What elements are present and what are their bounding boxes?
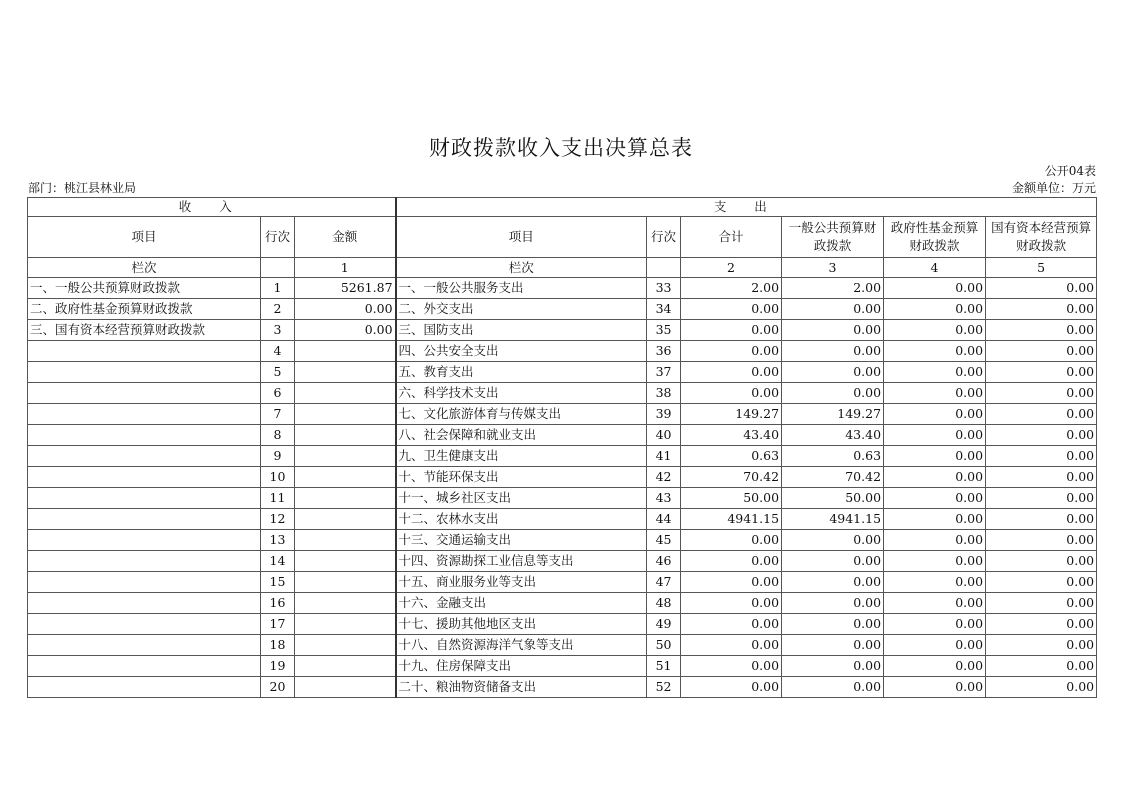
income-amount-cell	[295, 509, 396, 530]
table-row	[28, 572, 1097, 593]
income-amount-cell	[295, 572, 396, 593]
general-budget-cell: 70.42	[782, 467, 884, 488]
state-capital-cell: 0.00	[986, 551, 1097, 572]
expense-item-cell: 十三、交通运输支出	[396, 530, 647, 551]
total-cell: 70.42	[681, 467, 782, 488]
state-capital-cell: 0.00	[986, 614, 1097, 635]
total-cell: 4941.15	[681, 509, 782, 530]
income-amount-cell	[295, 551, 396, 572]
expense-col-num-2: 2	[681, 258, 782, 278]
expense-row-no-cell: 50	[647, 635, 681, 656]
expense-row-no-cell: 51	[647, 656, 681, 677]
expense-row-no-cell: 43	[647, 488, 681, 509]
expense-item-cell: 四、公共安全支出	[396, 341, 647, 362]
table-row	[28, 299, 1097, 320]
income-row-no-cell: 14	[261, 551, 295, 572]
gov-fund-cell: 0.00	[884, 446, 986, 467]
total-header: 合计	[681, 217, 782, 258]
income-row-no-cell: 7	[261, 404, 295, 425]
state-capital-cell: 0.00	[986, 488, 1097, 509]
gov-fund-cell: 0.00	[884, 404, 986, 425]
header-column-row	[28, 217, 1097, 258]
income-item-cell	[28, 425, 261, 446]
expense-item-cell: 十七、援助其他地区支出	[396, 614, 647, 635]
table-row	[28, 404, 1097, 425]
income-row-no-cell: 18	[261, 635, 295, 656]
amount-unit-label: 金额单位：万元	[1011, 181, 1096, 195]
table-row	[28, 446, 1097, 467]
general-budget-cell: 0.00	[782, 362, 884, 383]
expense-item-cell: 三、国防支出	[396, 320, 647, 341]
general-budget-cell: 0.00	[782, 635, 884, 656]
expense-col-num-3: 3	[782, 258, 884, 278]
total-cell: 0.00	[681, 551, 782, 572]
header-group-row	[28, 198, 1097, 217]
income-item-cell	[28, 656, 261, 677]
expense-row-no-cell: 40	[647, 425, 681, 446]
table-row	[28, 425, 1097, 446]
general-budget-cell: 0.00	[782, 299, 884, 320]
table-row	[28, 530, 1097, 551]
column-index-row	[28, 258, 1097, 278]
income-row-no-cell: 5	[261, 362, 295, 383]
total-cell: 0.00	[681, 299, 782, 320]
income-item-cell	[28, 572, 261, 593]
gov-fund-cell: 0.00	[884, 593, 986, 614]
general-budget-cell: 0.00	[782, 551, 884, 572]
expense-row-no-cell: 45	[647, 530, 681, 551]
expense-row-no-cell: 36	[647, 341, 681, 362]
expense-row-no-cell: 38	[647, 383, 681, 404]
income-amount-cell	[295, 635, 396, 656]
general-budget-cell: 4941.15	[782, 509, 884, 530]
income-amount-cell	[295, 614, 396, 635]
general-budget-cell: 0.00	[782, 572, 884, 593]
general-budget-cell: 0.00	[782, 614, 884, 635]
expense-item-cell: 十一、城乡社区支出	[396, 488, 647, 509]
general-budget-header: 一般公共预算财政拨款	[782, 217, 884, 258]
gov-fund-cell: 0.00	[884, 677, 986, 698]
expense-row-no-cell: 37	[647, 362, 681, 383]
general-budget-cell: 0.63	[782, 446, 884, 467]
expense-item-cell: 十八、自然资源海洋气象等支出	[396, 635, 647, 656]
income-item-cell	[28, 530, 261, 551]
income-amount-cell	[295, 488, 396, 509]
gov-fund-cell: 0.00	[884, 341, 986, 362]
gov-fund-cell: 0.00	[884, 488, 986, 509]
expense-row-no-header: 行次	[647, 217, 681, 258]
income-row-no-cell: 10	[261, 467, 295, 488]
total-cell: 0.63	[681, 446, 782, 467]
expense-col-label: 栏次	[396, 258, 647, 278]
expense-col-num-5: 5	[986, 258, 1097, 278]
income-item-cell	[28, 551, 261, 572]
state-capital-cell: 0.00	[986, 635, 1097, 656]
income-row-no-cell: 11	[261, 488, 295, 509]
gov-fund-header: 政府性基金预算财政拨款	[884, 217, 986, 258]
total-cell: 2.00	[681, 278, 782, 299]
expense-row-no-cell: 46	[647, 551, 681, 572]
expense-row-no-cell: 41	[647, 446, 681, 467]
income-amount-cell: 0.00	[295, 299, 396, 320]
state-capital-cell: 0.00	[986, 320, 1097, 341]
table-row	[28, 614, 1097, 635]
income-item-cell: 一、一般公共预算财政拨款	[28, 278, 261, 299]
general-budget-cell: 0.00	[782, 341, 884, 362]
income-col-label: 栏次	[28, 258, 261, 278]
expense-item-cell: 十四、资源勘探工业信息等支出	[396, 551, 647, 572]
income-group-header: 收 入	[28, 198, 396, 217]
state-capital-cell: 0.00	[986, 530, 1097, 551]
income-row-no-cell: 4	[261, 341, 295, 362]
expense-row-no-cell: 49	[647, 614, 681, 635]
income-item-cell	[28, 509, 261, 530]
gov-fund-cell: 0.00	[884, 383, 986, 404]
income-row-no-cell: 6	[261, 383, 295, 404]
total-cell: 149.27	[681, 404, 782, 425]
income-amount-cell	[295, 593, 396, 614]
table-row	[28, 362, 1097, 383]
table-row	[28, 593, 1097, 614]
table-row	[28, 656, 1097, 677]
income-item-cell	[28, 383, 261, 404]
expense-item-cell: 二、外交支出	[396, 299, 647, 320]
income-amount-header: 金额	[295, 217, 396, 258]
gov-fund-cell: 0.00	[884, 362, 986, 383]
state-capital-cell: 0.00	[986, 341, 1097, 362]
income-item-header: 项目	[28, 217, 261, 258]
income-amount-cell	[295, 677, 396, 698]
income-item-cell	[28, 341, 261, 362]
state-capital-cell: 0.00	[986, 425, 1097, 446]
general-budget-cell: 50.00	[782, 488, 884, 509]
income-row-no-cell: 12	[261, 509, 295, 530]
expense-item-cell: 二十、粮油物资储备支出	[396, 677, 647, 698]
state-capital-cell: 0.00	[986, 467, 1097, 488]
state-capital-cell: 0.00	[986, 299, 1097, 320]
total-cell: 0.00	[681, 530, 782, 551]
state-capital-cell: 0.00	[986, 362, 1097, 383]
expense-item-cell: 七、文化旅游体育与传媒支出	[396, 404, 647, 425]
gov-fund-cell: 0.00	[884, 572, 986, 593]
table-row	[28, 635, 1097, 656]
income-item-cell	[28, 488, 261, 509]
general-budget-cell: 0.00	[782, 677, 884, 698]
gov-fund-cell: 0.00	[884, 551, 986, 572]
table-row	[28, 677, 1097, 698]
income-row-no-cell: 8	[261, 425, 295, 446]
expense-col-num-4: 4	[884, 258, 986, 278]
general-budget-cell: 0.00	[782, 593, 884, 614]
general-budget-cell: 0.00	[782, 320, 884, 341]
expense-item-cell: 十二、农林水支出	[396, 509, 647, 530]
general-budget-cell: 0.00	[782, 383, 884, 404]
state-capital-cell: 0.00	[986, 509, 1097, 530]
income-item-cell	[28, 446, 261, 467]
table-row	[28, 509, 1097, 530]
expense-row-no-cell: 42	[647, 467, 681, 488]
income-item-cell: 三、国有资本经营预算财政拨款	[28, 320, 261, 341]
income-amount-cell	[295, 446, 396, 467]
income-amount-cell	[295, 362, 396, 383]
gov-fund-cell: 0.00	[884, 299, 986, 320]
gov-fund-cell: 0.00	[884, 509, 986, 530]
expense-row-no-cell: 48	[647, 593, 681, 614]
total-cell: 0.00	[681, 572, 782, 593]
expense-row-no-cell: 39	[647, 404, 681, 425]
total-cell: 0.00	[681, 593, 782, 614]
department-label: 部门：桃江县林业局	[28, 181, 137, 195]
state-capital-header: 国有资本经营预算财政拨款	[986, 217, 1097, 258]
state-capital-cell: 0.00	[986, 593, 1097, 614]
expense-row-no-cell: 44	[647, 509, 681, 530]
gov-fund-cell: 0.00	[884, 656, 986, 677]
expense-item-cell: 五、教育支出	[396, 362, 647, 383]
expense-row-no-cell: 35	[647, 320, 681, 341]
income-amount-cell: 0.00	[295, 320, 396, 341]
table-row	[28, 383, 1097, 404]
expense-item-cell: 一、一般公共服务支出	[396, 278, 647, 299]
table-row	[28, 320, 1097, 341]
income-row-no-cell: 13	[261, 530, 295, 551]
total-cell: 0.00	[681, 362, 782, 383]
page-title: 财政拨款收入支出决算总表	[429, 136, 693, 160]
general-budget-cell: 2.00	[782, 278, 884, 299]
income-item-cell	[28, 362, 261, 383]
total-cell: 0.00	[681, 677, 782, 698]
gov-fund-cell: 0.00	[884, 614, 986, 635]
income-row-no-cell: 20	[261, 677, 295, 698]
expense-item-cell: 十六、金融支出	[396, 593, 647, 614]
income-amount-cell: 5261.87	[295, 278, 396, 299]
gov-fund-cell: 0.00	[884, 635, 986, 656]
state-capital-cell: 0.00	[986, 572, 1097, 593]
state-capital-cell: 0.00	[986, 278, 1097, 299]
expense-row-no-cell: 33	[647, 278, 681, 299]
income-expense-table	[27, 197, 1097, 698]
general-budget-cell: 0.00	[782, 656, 884, 677]
income-row-no-cell: 2	[261, 299, 295, 320]
expense-col-blank	[647, 258, 681, 278]
expense-group-header: 支 出	[396, 198, 1097, 217]
income-item-cell	[28, 614, 261, 635]
income-row-no-cell: 17	[261, 614, 295, 635]
state-capital-cell: 0.00	[986, 656, 1097, 677]
form-number: 公开04表	[1044, 164, 1096, 178]
total-cell: 0.00	[681, 383, 782, 404]
income-row-no-header: 行次	[261, 217, 295, 258]
table-row	[28, 341, 1097, 362]
income-amount-cell	[295, 467, 396, 488]
total-cell: 0.00	[681, 341, 782, 362]
total-cell: 0.00	[681, 320, 782, 341]
income-col-num-1: 1	[295, 258, 396, 278]
income-amount-cell	[295, 404, 396, 425]
table-row	[28, 551, 1097, 572]
state-capital-cell: 0.00	[986, 383, 1097, 404]
expense-item-cell: 八、社会保障和就业支出	[396, 425, 647, 446]
table-row	[28, 488, 1097, 509]
state-capital-cell: 0.00	[986, 446, 1097, 467]
income-row-no-cell: 19	[261, 656, 295, 677]
total-cell: 0.00	[681, 656, 782, 677]
income-amount-cell	[295, 425, 396, 446]
state-capital-cell: 0.00	[986, 404, 1097, 425]
income-col-blank	[261, 258, 295, 278]
income-amount-cell	[295, 341, 396, 362]
income-item-cell	[28, 635, 261, 656]
income-row-no-cell: 3	[261, 320, 295, 341]
table-row	[28, 278, 1097, 299]
expense-item-cell: 十五、商业服务业等支出	[396, 572, 647, 593]
expense-item-cell: 九、卫生健康支出	[396, 446, 647, 467]
gov-fund-cell: 0.00	[884, 425, 986, 446]
income-amount-cell	[295, 656, 396, 677]
gov-fund-cell: 0.00	[884, 278, 986, 299]
income-row-no-cell: 1	[261, 278, 295, 299]
table-row	[28, 467, 1097, 488]
expense-row-no-cell: 47	[647, 572, 681, 593]
expense-row-no-cell: 34	[647, 299, 681, 320]
total-cell: 0.00	[681, 614, 782, 635]
income-item-cell: 二、政府性基金预算财政拨款	[28, 299, 261, 320]
expense-item-cell: 十、节能环保支出	[396, 467, 647, 488]
income-item-cell	[28, 677, 261, 698]
income-amount-cell	[295, 530, 396, 551]
state-capital-cell: 0.00	[986, 677, 1097, 698]
total-cell: 43.40	[681, 425, 782, 446]
income-row-no-cell: 16	[261, 593, 295, 614]
income-item-cell	[28, 467, 261, 488]
income-item-cell	[28, 593, 261, 614]
gov-fund-cell: 0.00	[884, 530, 986, 551]
gov-fund-cell: 0.00	[884, 320, 986, 341]
total-cell: 50.00	[681, 488, 782, 509]
expense-row-no-cell: 52	[647, 677, 681, 698]
income-amount-cell	[295, 383, 396, 404]
total-cell: 0.00	[681, 635, 782, 656]
income-item-cell	[28, 404, 261, 425]
income-row-no-cell: 9	[261, 446, 295, 467]
expense-item-cell: 六、科学技术支出	[396, 383, 647, 404]
gov-fund-cell: 0.00	[884, 467, 986, 488]
general-budget-cell: 149.27	[782, 404, 884, 425]
general-budget-cell: 43.40	[782, 425, 884, 446]
expense-item-cell: 十九、住房保障支出	[396, 656, 647, 677]
expense-item-header: 项目	[396, 217, 647, 258]
general-budget-cell: 0.00	[782, 530, 884, 551]
income-row-no-cell: 15	[261, 572, 295, 593]
